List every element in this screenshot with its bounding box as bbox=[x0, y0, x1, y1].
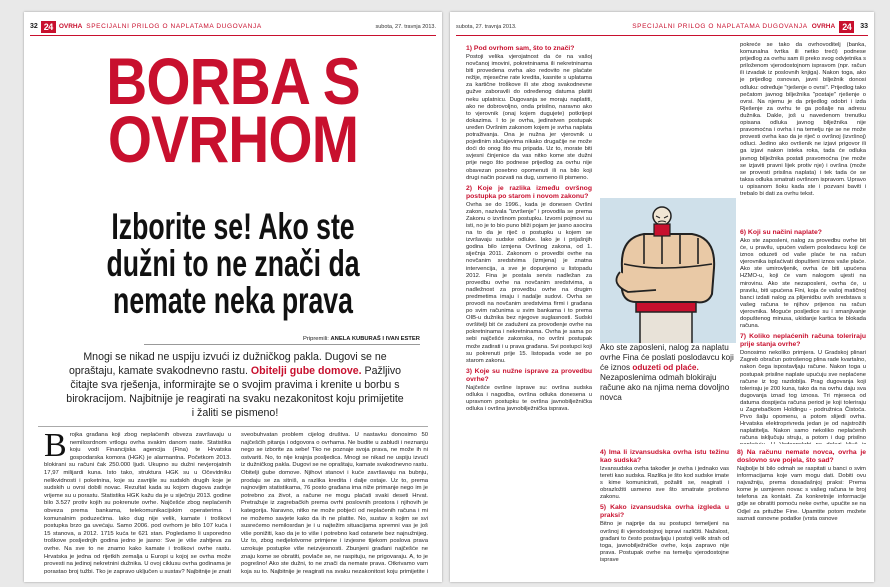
answer-text: pokreće se tako da ovrhovoditelj (banka, komunalna tvrtka ili netko treći) podnese prijedlog za ovrhu sam ili preko svog odvjetnika s priloženom vjerodostojnom ispravom (npr. račun ili izvadak iz poslovnih knjiga). Nakon toga, ako je prijedlog osnovan, javni bilježnik donosi odluku: određuje "rješenje o ovrsi". Prijedlog tako pečatom javnog bilježnika "postaje" rješenje o ovrsi. Na njemu je da prijedlog odobri i izda Rješenje za ovrhu te ga pošalje na adresu dužnika. Dakle, još u navedenom trenutku opisana odluka javnog bilježnika nije pravomoćna i ovrha i na temelju nje se ne može provesti ovrha kao da je riječ o ovršnoj (izvršnoj) odluci. Jedino ako ovršenik ne izjavi prigovor ili ga izjavi nakon isteka roka, tada će odluka javnog bilježnika postati pravomoćna (ne može se izjaviti pravni lijek protiv nje) i ovršna (može se provesti prisilna naplata) i tek tada će se taksa odluka smatrati ovršnom ispravom. Upravo u opisanom šoku kada ste i pozvani baviti i trebalo bi dati za ovrhu tekst. bbox=[740, 42, 866, 197]
lede-highlight: Obitelji gube domove. bbox=[250, 365, 362, 377]
caption-highlight: oduzeti od plaće. bbox=[632, 363, 699, 372]
lede-paragraph bbox=[64, 350, 406, 420]
answer-text: Bitno je najprije da su postupci temeljeni na ovršnoj ili vjerodostojnoj ispravi različiti. Nažalost, građani to često postavljaju i postoji velik strah od toga, javnobilježničke ovrhe, koja zapravo nije prava. Postupak ovrhe na temelju vjerodostojne isprave bbox=[600, 521, 729, 563]
article-text: rojka građana koji zbog neplaćenih obveza završavaju u nemilosrdnom vrtlogu ovrha svakim danom raste. Statistika koju vodi Financijska agencija (Fina) te Hrvatska gospodarska komora (HGK) je alarmantna. Početkom 2013. blokirani su računi čak 250.000 ljudi. Ukupno su dužni nevjerojatnih 17,97 milijardi kuna. Isto tako, struktura HGK su u Očevidniku nelikvidnosti i poketnina, koje su zavrijile su sudskih drugih koje je sudskih u ovrsi dobili novac. Rezultat kada su kojom dugova zadnje vrijeme su u porastu. Statistika HGK kažu da je u siječnju 2013. godine bilo 3.527 protiv kojih su pokrenute ovrhe. Najčešće zbog neplaćenih obveza prema bankama, telekomunikacijskim operaterima i komunalnim poduzećima. Iako dug nije velik, kamate i troškovi postupka brzo ga uvećaju. Samo 2006. pod ovrhom je bilo 107 kuća i 15 stanova, a 2012. 1715 kuća te 621 stan. Pogledamo li usporedno troškove posljednjih godina jedno je jasno: Sve je više zahtjeva za ovrhe. Na sve to ne znamo kako kamate i troškovi ovrhe rastu. Hrvatska je jedna od rijetkih zemalja u Europi u kojoj se ovrha može provesti na jedinoj nekretnini dužnika. U ovoj ciklusu ovrha godinama je porastao broj tužbi. Tko je zapravo uključen u sustav? Najbitnije je znati sveobuhvatan problem cijelog društva. U nastavku donosimo 50 najčešćih pitanja i odgovora o ovrhama. Ne budite u zabludi i neznanju nego se izborite za sebe! Tko ne poznaje svoja prava, ne može ih ni ostvariti. No, to nije krajnja posljedica. Mnogi se nikad ne uspiju izvući iz dužničkog pakla. Dugovi se ne opraštaju, kamate svakodnevno rastu. Obitelji gube domove. Njihovi stanovi i kuće završavaju na bubnju, prodaju se za sitniš, a razlika kredita i dalje ostaje. Uz to, prema najnovijim statistikama, 76 posto građana ima niže primanje nego im je potrebno za život, a račune ne mogu plaćati svaki deseti Hrvat. Pretražuje iz zagrebačkih prema ovrhi poslovnih prostora i njihovih je kategorija. Naravno, nitko ne može pobjeći od neplaćenih računa i mi ne možemo savjete kako da ih ne platite. No, sustav s kojim se svi susrećemo nemilosrdan je i u najtežim situacijama spremni vas je još više ponižiti, kao da je to više i potrebno kad ostanete bez najnužnijeg. Uz to, zbog nedjelotvorne primjene i izvjesne tijekom poslova prava uzrokuje postupke više neizvjesnosti. Zbunjeni građani najčešće ne znaju kome se obratiti, povlače se, ne raspituju, ne prigovaraju. A, to je pogrešno! Ako ste dužni, to ne znači da nemate prava. Otkrivamo vam koja su to. Najbitnije je reagirati na svaku nezakonitost koju primijetite i bbox=[44, 432, 428, 574]
question-title: 7) Koliko neplaćenih računa toleriraju prije stanja ovrhe? bbox=[740, 333, 866, 349]
headline-line: BORBA S bbox=[106, 44, 360, 118]
qa-continuation bbox=[740, 42, 866, 228]
subheadline-line: dužni to ne znači da bbox=[106, 243, 360, 284]
answer-text: Donosimo nekoliko primjera. U Gradskoj plinari Zagreb obračun potrošenog plina rade kvartalno, nakon čega ispostavljaju račune. Nakon toga u postupak prisilne naplate upućuju sve neplaćene račune iz tog razdoblja. Prag dugovanja koji toleriraju je 200 kuna, tako da na ovrhu daju sva dugovanja iznad tog iznosa. Tri mjeseca od datuma dospijeća računa period je koji toleriraju u Zagrebačkom Holdingu - podružnica Čistoća. Prvo šalju opomenu, a potom slijedi ovrha. Hrvatska elektroprivreda jedan je od najstrožih naplatitelja. Nakon samo nekoliko neplaćenih računa isključuju struju, a potom i dug prisilno bbox=[740, 350, 866, 442]
subheadline bbox=[83, 208, 384, 319]
subheadline-line: nemate neka prava bbox=[113, 280, 353, 321]
answer-text: Najčešće ovršne isprave su: ovršna sudska odluka i nagodba, ovršna odluka donesena u upravnom postupku te ovršna javnobilježnička odluka i ovršna javnobilježnička isprava. bbox=[466, 384, 592, 413]
brand-name: OVRHA bbox=[58, 23, 83, 30]
headline-line: OVRHOM bbox=[107, 102, 359, 176]
byline-prefix: Pripremili: bbox=[303, 336, 329, 342]
qa-column-3 bbox=[740, 226, 866, 444]
qa-column-1 bbox=[466, 42, 592, 574]
issue-date: subota, 27. travnja 2013. bbox=[456, 23, 517, 30]
answer-text: Ovrha se do 1996., kada je donesen Ovršni zakon, nazivala "izvršenje" i provodila se prema Zakonu o izvršnom postupku. Izvorni pojmovi su isti, no je to bio puno bliži pojam jer jasno asocira na to da je riječ o postupku u kojem se izvršavaju sudske odluke. Iako je i prijašnjih godina bilo izmjena Ovršnog zakona, od 1. siječnja 2011. Zakonom o provedbi ovrhe na novčanim sredstvima (izmjena) je znatna intervencija, a sve je dopunjeno u listopadu 2012. Fina je postala servis nadležan za provedbu ovrhe na novčanim sredstvima, a nadležnost za provedbu ovrhe na drugim predmetima imaju i nadalje sudovi. Ovrha se provodi na novčanim sredstvima firmi i građana po svim računima u svim bankama i to prema OIB-u dužnika bez njegove suglasnosti. Sudski ovršitelji bit će zaduženi za provođenje ovrhe na pokretninama i nekretninama. Ovrha je sama po sebi najčešće zakonska, no ovršni postupak može zadirati i u prava građana. Svi postupci koji su pokrenuti prije 15. listopada vode se po starom zakonu. bbox=[466, 201, 592, 364]
byline bbox=[144, 336, 420, 345]
section-title: SPECIJALNI PRILOG O NAPLATAMA DUGOVANJA bbox=[632, 23, 808, 30]
drop-cap: B bbox=[44, 432, 67, 464]
fist-squeezing-figure-icon bbox=[600, 198, 736, 343]
question-title: 5) Kako izvansudska ovrha izgleda u praksi? bbox=[600, 504, 729, 520]
question-title: 4) Ima li izvansudska ovrha istu težinu kao sudska? bbox=[600, 449, 729, 464]
question-title: 2) Koje je razlika između ovršnog postupka po starom i novom zakonu? bbox=[466, 184, 592, 200]
image-caption bbox=[600, 343, 736, 443]
page-number: 33 bbox=[860, 23, 868, 30]
main-headline bbox=[53, 44, 412, 176]
brand-logo: 24 bbox=[839, 21, 854, 33]
right-page-header bbox=[456, 18, 868, 36]
qa-sub-column bbox=[600, 446, 729, 574]
left-page-header bbox=[30, 18, 436, 36]
fist-illustration bbox=[600, 198, 736, 343]
question-title: 3) Koje su nužne isprave za provedbu ovrhe? bbox=[466, 367, 592, 383]
caption-text: Ako ste zaposleni, nalog za naplatu ovrhe Fina će poslati poslodavcu koji će iznos bbox=[600, 343, 734, 372]
brand-logo: 24 bbox=[41, 21, 56, 33]
answer-text: Postoji velika vjerojatnost da će na vašoj novčanoj imovini, pokretninama ili nekretninama biti provedena ovrha ako redovito ne plaćate režije, mjesečne rate kredita, kasnite s uplatama za kartične troškove ili ste zbog svakodnevne gužve zaboravili do određenog datuma platiti neku uplatnicu. Dugovanja se moraju naplatiti, ako ne dobrovoljno, onda prisilno, naravno ako to vjerovnik (onaj kojem dugujete) potkrijepi dokazima. I to je ovrha, jedinstven postupak uređen Ovršnim zakonom kojem je svrha naplata potraživanja. Ona je nužna jer vjerovnik u pojedinim slučajevima nikako drugačije ne može doći do onog što mu pripada. Uz to, morate biti svjesni činjenice da vas nitko kome ste dužni prije nego što podnese prijedlog za ovrhu nije obavezan posebno opomenuti ili na bilo koji drugi način pozvati na dug, usmeno ili pismeno. bbox=[466, 54, 592, 181]
answer-text: Najbolje bi bilo odmah se raspitati u banci o svim informacijama koje vam mogu dati. Dobiti ovu najvažniju, prema dosadašnjoj praksi: Prema kome je usmjeren novac s vašeg računa te broj telefona za kontakt. Za konkretnije informacije gdje se obratiti pomoću neke ovrhe, upućite se na Odjel za pritužbe Fine. Upamtite potom možete saznati osnovne podatke (vrsta osnove bbox=[737, 466, 866, 522]
byline-authors: ANELA KUBURAŠ I IVAN ESTER bbox=[330, 336, 420, 342]
answer-text: Izvansudska ovrha također je ovrha i jednako vas tereti kao sudska. Razlika je što kod sudske imate s kime komunicirati, požaliti se, reagirati i obrazložiti usmeno sve što smatrate protivno zakonu. bbox=[600, 466, 729, 501]
answer-text: Ako ste zaposleni, nalog za provedbu ovrhe bit će, u pravilu, upućen vašem poslodavcu koji će iznos oduzeti od vaše plaće te na račun vjerovnika isplaćivati dopušteni iznos vaše plaće. Ako ste umirovljenik, ovrha će biti upućena HZMO-u, koji će vam nalogom ujesti na mirovinu. Ako ste nezaposleni, ovrha će, u pravilu, biti upućena Fini, koja će vašoj matičnoj banci izdati nalog za plijenidbu svih sredstava s vašeg računa te njihov prijenos na račun vjerovnika. Moguće posljedice su i smanjivanje dopuštenog minusa, ukidanje kartica te blokada računa. bbox=[740, 238, 866, 330]
section-title: SPECIJALNI PRILOG O NAPLATAMA DUGOVANJA bbox=[86, 23, 262, 30]
issue-date: subota, 27. travnja 2013. bbox=[375, 23, 436, 30]
right-page bbox=[450, 12, 874, 582]
article-body bbox=[44, 432, 428, 574]
brand-name: OVRHA bbox=[811, 23, 836, 30]
question-title: 8) Na računu nemate novca, ovrha je doslovno sve pojela, što sad? bbox=[737, 449, 866, 464]
divider bbox=[38, 426, 428, 427]
page-number: 32 bbox=[30, 23, 38, 30]
subheadline-line: Izborite se! Ako ste bbox=[111, 206, 355, 247]
caption-text: Nezaposlenima odmah blokiraju račune ako na njima nema dovoljno novca bbox=[600, 373, 730, 402]
lede-text: Pažljivo čitajte sva rješenja, informirajte se o svojim pravima i krenite u borbu s birokracijom. Najbitnije je reagirati na svaku nezakonitost koju primijetite i žaliti se pismeno! bbox=[66, 365, 404, 419]
question-title: 1) Pod ovrhom sam, što to znači? bbox=[466, 45, 575, 52]
lede-text: Mnogi se nikad ne uspiju izvući iz dužničkog pakla. Dugovi se ne opraštaju, kamate svakodnevno rastu. bbox=[68, 351, 387, 377]
qa-sub-column bbox=[737, 446, 866, 574]
question-title: 6) Koji su načini naplate? bbox=[740, 229, 822, 236]
left-page bbox=[24, 12, 442, 582]
qa-column-bottom bbox=[600, 446, 866, 574]
